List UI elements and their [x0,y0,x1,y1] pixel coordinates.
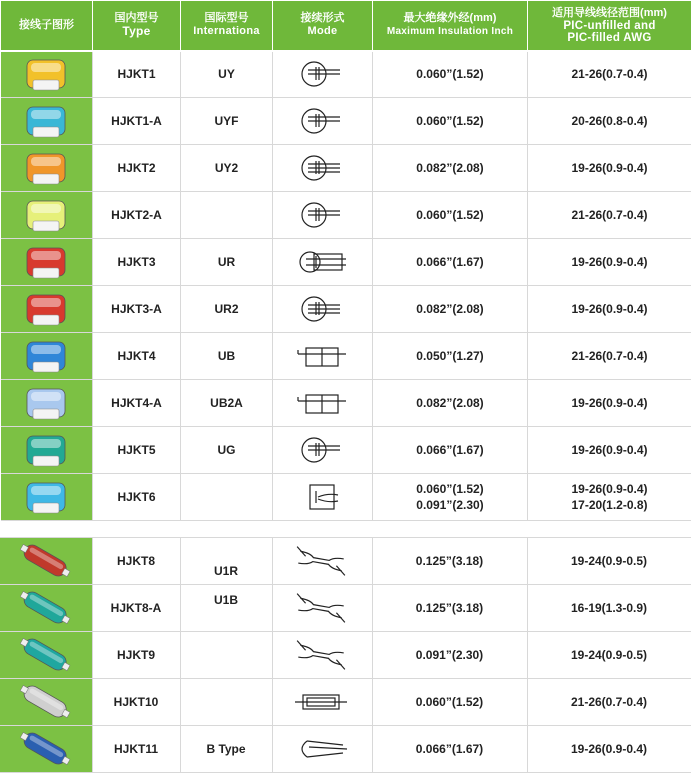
wire-range-value: 20-26(0.8-0.4) [571,114,648,128]
header-mode: 接续形式 Mode [273,1,373,51]
type-cell: HJKT10 [92,679,180,726]
table-row [1,51,691,98]
mode-cell [273,98,373,145]
wire-range-cell [528,98,691,145]
connection-mode-diagram [294,340,352,372]
insulation-cell [372,632,527,679]
connector-photo [19,289,73,329]
connector-image-cell [1,192,93,239]
insulation-value: 0.060”(1.52) [415,695,484,709]
wire-range-cell [528,145,691,192]
insulation-cell [373,380,528,427]
connector-photo [19,101,73,141]
header-wire-range: 适用导线线径范围(mm) PIC-unfilled and PIC-filled AWG [528,1,691,51]
connection-mode-diagram [294,434,352,466]
insulation-cell [372,679,527,726]
intl-type-u1b: U1B [213,593,238,607]
intl-type-cell: UR2 [181,286,273,333]
wire-range-value: 17-20(1.2-0.8) [571,498,648,512]
insulation-value: 0.082”(2.08) [416,396,484,410]
connection-mode-diagram [294,387,352,419]
table-row [0,726,691,773]
type-cell: HJKT8-A [92,585,180,632]
table-row [1,286,691,333]
wire-range-value: 19-26(0.9-0.4) [571,302,648,316]
type-cell: HJKT8 [92,538,180,585]
wire-range-value: 21-26(0.7-0.4) [571,349,648,363]
intl-type-cell [180,679,272,726]
connection-mode-diagram [294,199,352,231]
connection-mode-diagram [293,639,351,671]
mode-cell [273,286,373,333]
wire-range-cell [527,538,691,585]
connector-photo [16,636,76,674]
connection-mode-diagram [293,545,351,577]
header-type: 国内型号 Type [93,1,181,51]
connector-image-cell [0,585,92,632]
intl-type-u1r: U1R [213,564,238,578]
insulation-value: 0.091”(2.30) [415,648,484,662]
connector-photo [19,242,73,282]
insulation-value: 0.091”(2.30) [416,498,484,512]
mode-cell [272,585,372,632]
insulation-value: 0.066”(1.67) [416,255,484,269]
connector-image-cell [1,427,93,474]
insulation-cell [372,585,527,632]
intl-type-cell: UR [181,239,273,286]
wire-range-cell [527,679,691,726]
connector-image-cell [1,98,93,145]
header-row [1,1,691,51]
type-cell: HJKT1-A [93,98,181,145]
wire-range-value: 19-26(0.9-0.4) [571,482,648,496]
intl-type-cell: UB [181,333,273,380]
type-cell: HJKT3 [93,239,181,286]
connector-photo [19,54,73,94]
insulation-value: 0.050”(1.27) [416,349,484,363]
connection-mode-diagram [294,152,352,184]
wire-range-cell [527,632,691,679]
connection-mode-diagram [293,592,351,624]
wire-range-cell [528,333,691,380]
type-cell: HJKT3-A [93,286,181,333]
insulation-cell [372,726,527,773]
mode-cell [272,538,372,585]
type-cell: HJKT1 [93,51,181,98]
intl-type-cell [180,585,272,632]
mode-cell [273,474,373,521]
mode-cell [273,239,373,286]
connector-image-cell [1,239,93,286]
connector-photo [19,148,73,188]
connector-image-cell [1,380,93,427]
intl-type-cell: UG [181,427,273,474]
connector-image-cell [1,286,93,333]
mode-cell [273,380,373,427]
insulation-value: 0.082”(2.08) [416,161,484,175]
type-cell: HJKT9 [92,632,180,679]
insulation-value: 0.082”(2.08) [416,302,484,316]
wire-range-value: 19-24(0.9-0.5) [570,648,648,662]
intl-type-cell [180,538,272,585]
insulation-cell [373,474,528,521]
insulation-cell [373,427,528,474]
insulation-value: 0.060”(1.52) [416,114,484,128]
wire-range-cell [528,51,691,98]
connector-image-cell [1,51,93,98]
wire-range-cell [528,427,691,474]
wire-range-value: 19-26(0.9-0.4) [571,396,648,410]
wire-range-value: 19-26(0.9-0.4) [571,161,648,175]
insulation-cell [372,538,527,585]
connector-photo [16,683,76,721]
connection-mode-diagram [293,733,351,765]
table-row [1,98,691,145]
wire-range-value: 21-26(0.7-0.4) [570,695,648,709]
wire-range-cell [528,474,691,521]
connection-mode-diagram [294,246,352,278]
insulation-cell [373,286,528,333]
connection-mode-diagram [294,481,352,513]
connector-image-cell [1,145,93,192]
insulation-value: 0.060”(1.52) [416,482,484,496]
type-cell: HJKT4-A [93,380,181,427]
wire-range-cell [528,286,691,333]
wire-range-value: 16-19(1.3-0.9) [570,601,648,615]
insulation-cell [373,333,528,380]
table-row [1,145,691,192]
insulation-cell [373,145,528,192]
wire-range-cell [527,585,691,632]
mode-cell [273,192,373,239]
mode-cell [272,726,372,773]
insulation-value: 0.125”(3.18) [415,601,484,615]
connector-image-cell [1,333,93,380]
wire-range-value: 21-26(0.7-0.4) [571,208,648,222]
wire-range-value: 19-26(0.9-0.4) [571,255,648,269]
connector-photo [16,542,76,580]
insulation-value: 0.060”(1.52) [416,208,484,222]
connector-photo [19,430,73,470]
wire-range-cell [528,380,691,427]
table-row [1,474,691,521]
table-row [1,427,691,474]
connector-photo [19,336,73,376]
wire-range-value: 21-26(0.7-0.4) [571,67,648,82]
intl-type-cell: UYF [181,98,273,145]
type-cell: HJKT5 [93,427,181,474]
mode-cell [273,333,373,380]
type-cell: HJKT2-A [93,192,181,239]
intl-type-cell [181,474,273,521]
table-row [1,333,691,380]
mode-cell [272,679,372,726]
connection-mode-diagram [294,293,352,325]
connector-image-cell [1,474,93,521]
intl-type-cell: UY2 [181,145,273,192]
connector-photo [19,195,73,235]
table-row [0,538,691,585]
mode-cell [273,145,373,192]
type-cell: HJKT11 [92,726,180,773]
intl-type-cell [180,632,272,679]
intl-type-cell: UB2A [181,380,273,427]
type-cell: HJKT2 [93,145,181,192]
header-international: 国际型号 Internationa [181,1,273,51]
connector-photo [19,477,73,517]
table-row [1,239,691,286]
connection-mode-diagram [293,686,351,718]
intl-type-cell: UY [181,51,273,98]
section-gap [0,527,691,537]
mode-cell [272,632,372,679]
wire-range-cell [528,239,691,286]
connector-photo [16,589,76,627]
wire-range-cell [527,726,691,773]
connector-image-cell [0,632,92,679]
intl-type-cell: B Type [180,726,272,773]
type-cell: HJKT6 [93,474,181,521]
type-cell: HJKT4 [93,333,181,380]
connector-image-cell [0,538,92,585]
intl-type-cell [181,192,273,239]
header-shape: 接线子图形 [1,1,93,51]
insulation-cell [373,239,528,286]
table-row [0,632,691,679]
wire-range-cell [528,192,691,239]
mode-cell [273,51,373,98]
table-row [0,679,691,726]
insulation-cell [373,51,528,98]
wire-range-value: 19-24(0.9-0.5) [570,554,648,568]
insulation-value: 0.125”(3.18) [415,554,484,568]
wire-range-value: 19-26(0.9-0.4) [571,443,648,457]
insulation-value: 0.066”(1.67) [415,742,484,756]
connector-image-cell [0,726,92,773]
connection-mode-diagram [294,105,352,137]
connector-image-cell [0,679,92,726]
insulation-cell [373,192,528,239]
table-row [0,585,691,632]
header-max-insulation: 最大绝缘外经(mm) Maximum Insulation Inch [373,1,528,51]
wire-range-value: 19-26(0.9-0.4) [570,742,648,756]
insulation-cell [373,98,528,145]
table-row [1,380,691,427]
table-row [1,192,691,239]
connection-mode-diagram [294,58,352,90]
connector-photo [19,383,73,423]
mode-cell [273,427,373,474]
insulation-value: 0.066”(1.67) [416,443,484,457]
connector-photo [16,730,76,768]
insulation-value: 0.060”(1.52) [416,67,484,82]
connector-spec-table-bottom [0,537,691,773]
